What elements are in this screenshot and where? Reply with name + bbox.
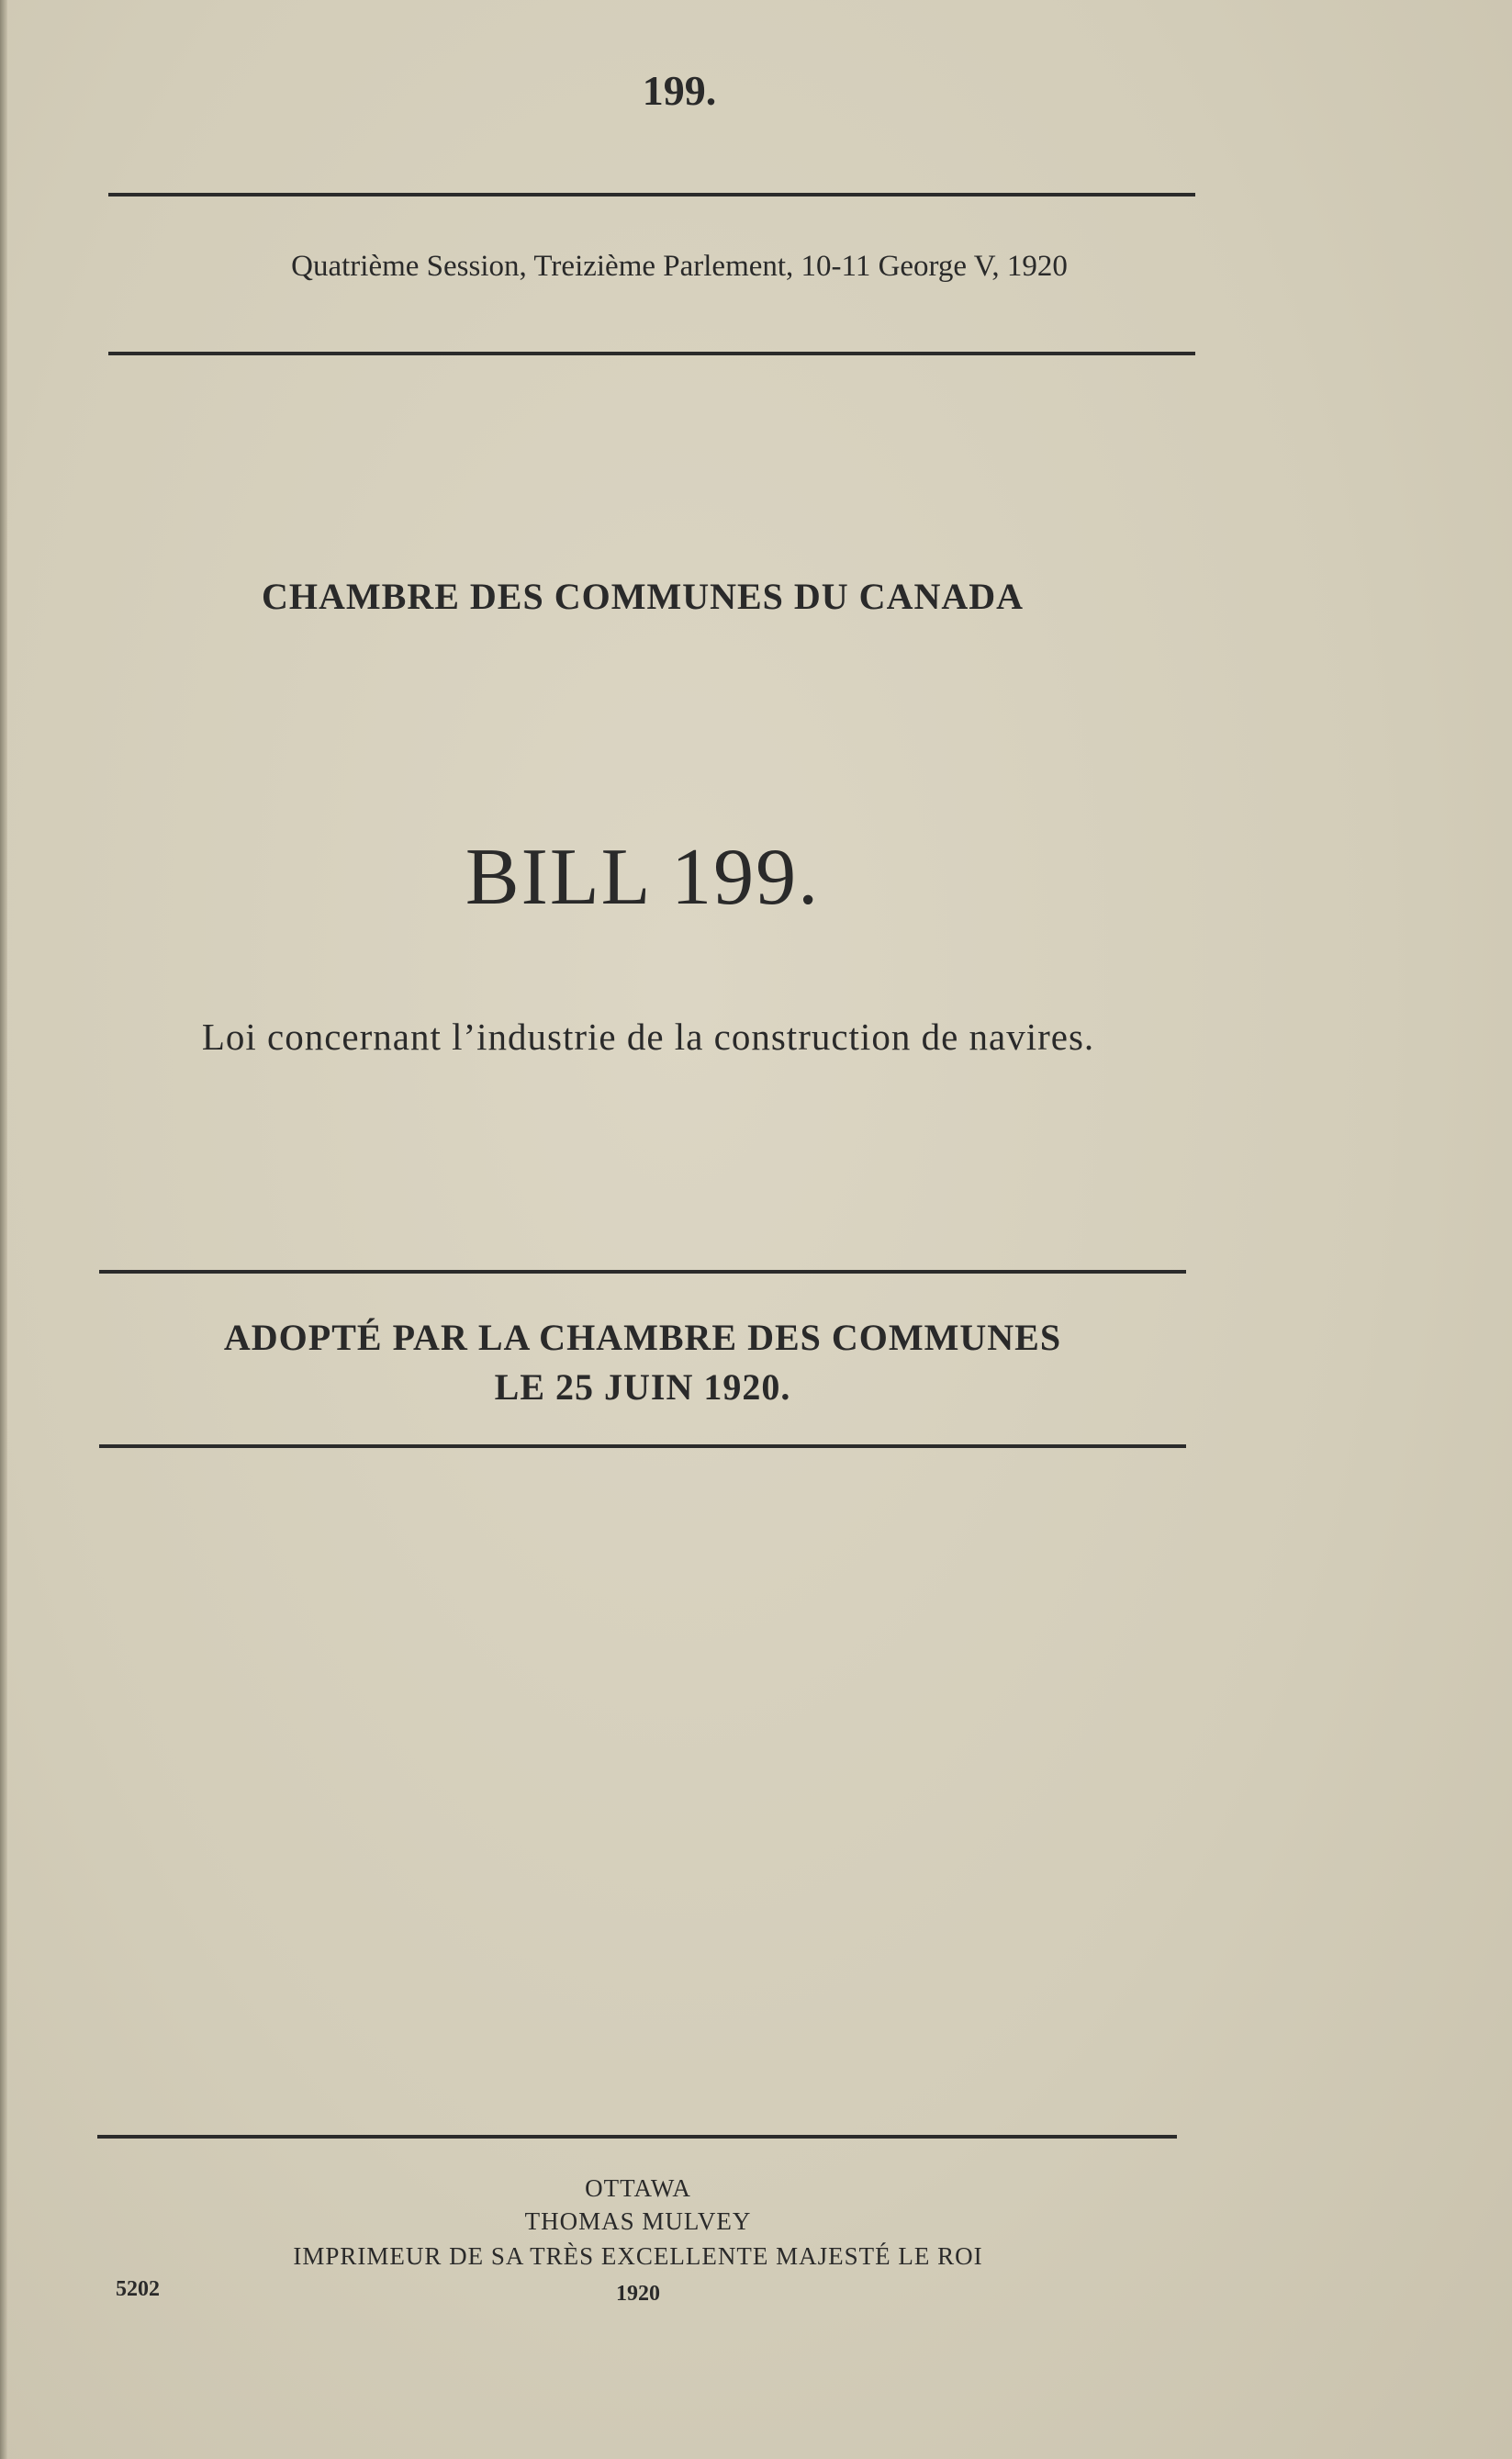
session-line: Quatrième Session, Treizième Parlement, 10-11 George V, 1920 [291,250,1068,283]
adopted-line-2: LE 25 JUIN 1920. [494,1366,791,1408]
imprint-printer-title: IMPRIMEUR DE SA TRÈS EXCELLENTE MAJESTÉ LE ROI [293,2242,983,2270]
bill-description: Loi concernant l’industrie de la construction de navires. [201,1016,1095,1058]
imprint-rule [97,2135,1177,2139]
chamber-heading: CHAMBRE DES COMMUNES DU CANADA [262,576,1024,617]
page-edge-shadow [0,0,7,2459]
imprint-city: OTTAWA [585,2174,691,2202]
top-rule [108,193,1195,196]
imprint-printer: THOMAS MULVEY [524,2207,752,2235]
adopted-statement [0,1313,1285,1412]
session-rule [108,352,1195,355]
adopted-top-rule [99,1270,1186,1274]
print-code: 5202 [116,2277,160,2301]
page-number: 199. [642,67,717,114]
bill-title: BILL 199. [465,833,821,922]
adopted-bottom-rule [99,1444,1186,1448]
adopted-line-1: ADOPTÉ PAR LA CHAMBRE DES COMMUNES [223,1317,1062,1358]
imprint-year: 1920 [616,2282,660,2306]
